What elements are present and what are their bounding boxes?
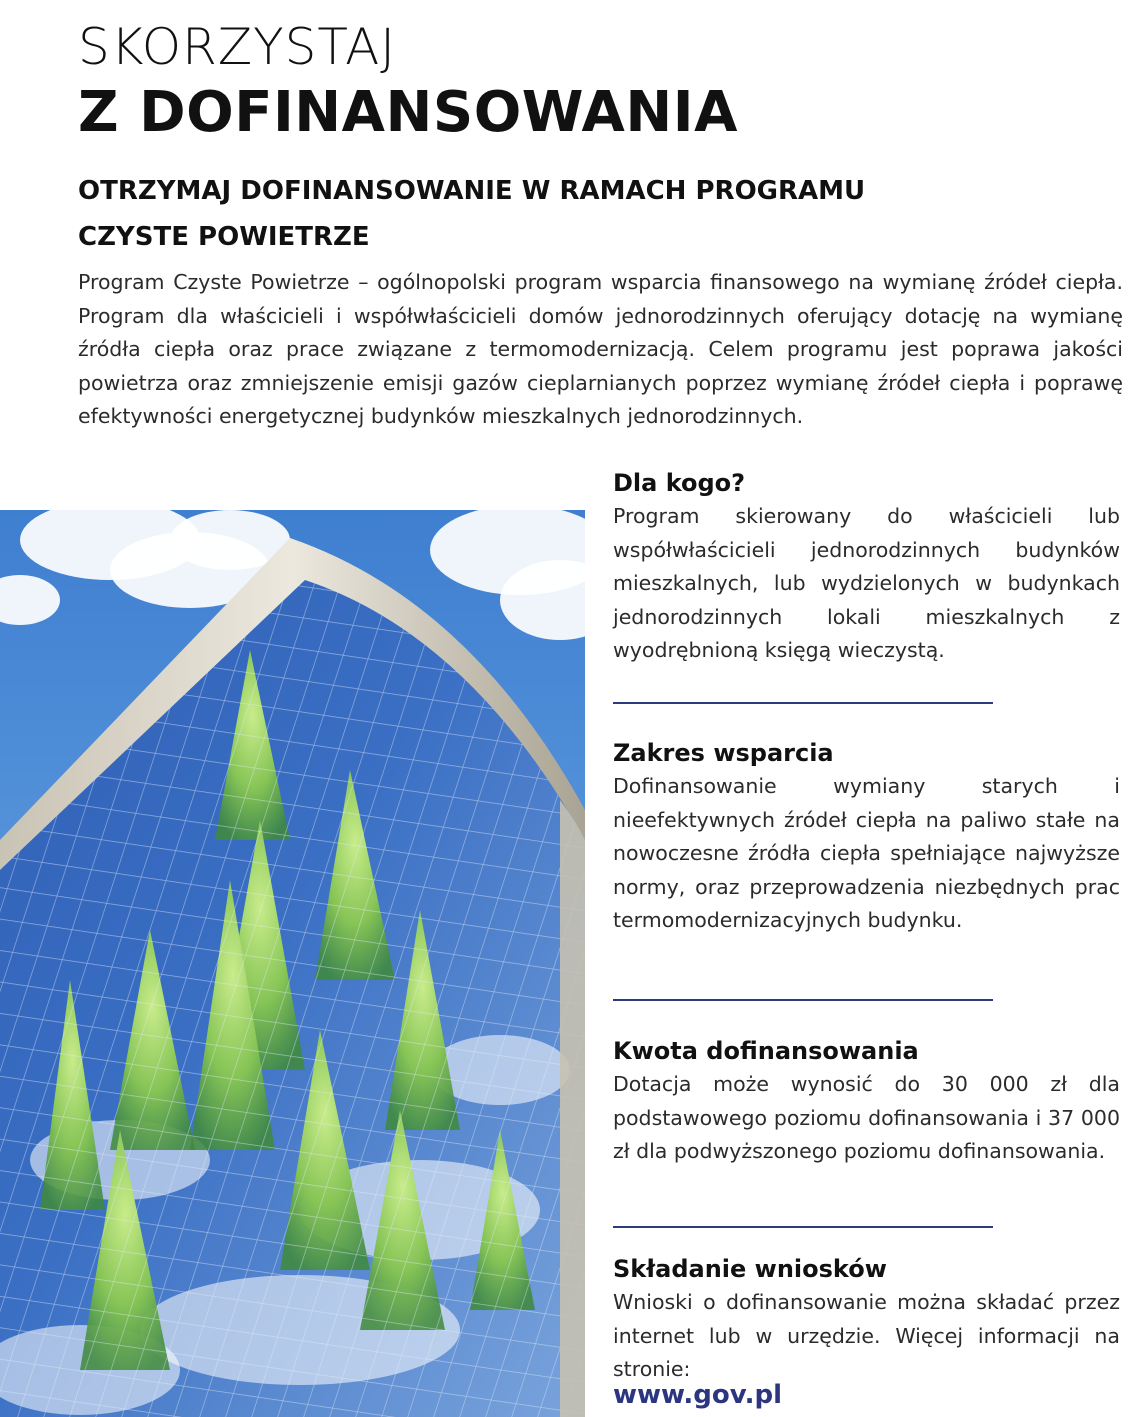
- section-heading: Kwota dofinansowania: [613, 1037, 919, 1065]
- subtitle-line-2: CZYSTE POWIETRZE: [78, 222, 370, 252]
- title-line-1: SKORZYSTAJ: [78, 18, 397, 76]
- section-kwota-dofinansowania: [613, 1034, 1120, 1169]
- section-heading: Dla kogo?: [613, 469, 746, 497]
- gov-website-link[interactable]: www.gov.pl: [613, 1380, 782, 1410]
- section-skladanie-wnioskow: [613, 1252, 1120, 1387]
- subtitle: [78, 168, 865, 260]
- section-body: Wnioski o dofinansowanie można składać przez internet lub w urzędzie. Więcej informacji na stronie:: [613, 1290, 1120, 1381]
- subtitle-line-1: OTRZYMAJ DOFINANSOWANIE W RAMACH PROGRAMU: [78, 176, 866, 206]
- green-building-image: [0, 510, 585, 1417]
- section-body: Program skierowany do właścicieli lub współwłaścicieli jednorodzinnych budynków mieszkalnych, lub wydzielonych w budynkach jednorodzinnych lokali mieszkalnych z wyodrębnioną księgą wieczystą.: [613, 504, 1120, 662]
- section-divider: [613, 999, 993, 1001]
- section-heading: Zakres wsparcia: [613, 739, 834, 767]
- section-heading: Składanie wniosków: [613, 1255, 887, 1283]
- section-divider: [613, 1226, 993, 1228]
- section-body: Dotacja może wynosić do 30 000 zł dla podstawowego poziomu dofinansowania i 37 000 zł dla podwyższonego poziomu dofinansowania.: [613, 1072, 1120, 1163]
- section-dla-kogo: [613, 466, 1120, 668]
- title-line-2: Z DOFINANSOWANIA: [78, 80, 738, 145]
- section-divider: [613, 702, 993, 704]
- intro-paragraph: Program Czyste Powietrze – ogólnopolski program wsparcia finansowego na wymianę źródeł ciepła. Program dla właścicieli i współwłaścicieli domów jednorodzinnych oferujący dotację na wymianę źródła ciepła oraz prace związane z termomodernizacją. Celem programu jest poprawa jakości powietrza oraz zmniejszenie emisji gazów cieplarnianych poprzez wymianę źródeł ciepła i poprawę efektywności energetycznej budynków mieszkalnych jednorodzinnych.: [78, 270, 1123, 428]
- section-zakres-wsparcia: [613, 736, 1120, 938]
- section-body: Dofinansowanie wymiany starych i nieefektywnych źródeł ciepła na paliwo stałe na nowoczesne źródła ciepła spełniające najwyższe normy, oraz przeprowadzenia niezbędnych prac termomodernizacyjnych budynku.: [613, 774, 1120, 932]
